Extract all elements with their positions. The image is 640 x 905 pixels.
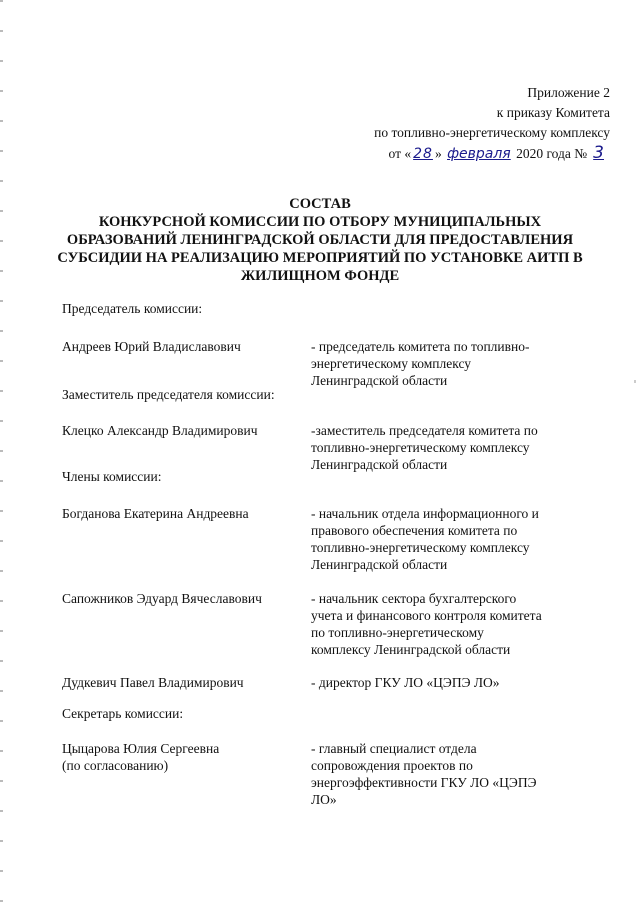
member-role <box>311 674 591 691</box>
section-secretary: Секретарь комиссии: <box>62 706 184 721</box>
member-role <box>311 740 591 808</box>
member-role-line: энергоэффективности ГКУ ЛО «ЦЭПЭ <box>311 775 537 790</box>
appendix-order-ref: к приказу Комитета <box>496 105 610 120</box>
member-name <box>62 422 302 439</box>
appendix-date-line <box>374 143 610 164</box>
appendix-committee: по топливно-энергетическому комплексу <box>374 125 610 140</box>
order-number-handwritten: 3 <box>593 143 604 163</box>
section-deputy: Заместитель председателя комиссии: <box>62 387 275 402</box>
member-name-line: Цыцарова Юлия Сергеевна <box>62 741 220 756</box>
member-name <box>62 674 302 691</box>
member-role-line: Ленинградской области <box>311 557 448 572</box>
title-line: СУБСИДИИ НА РЕАЛИЗАЦИЮ МЕРОПРИЯТИЙ ПО УСТАНОВКЕ АИТП В <box>57 250 583 266</box>
document-title <box>40 195 600 285</box>
member-role-line: топливно-энергетическому комплексу <box>311 440 530 455</box>
member-role <box>311 422 591 473</box>
member-name <box>62 505 302 522</box>
member-name-line: Клецко Александр Владимирович <box>62 423 258 438</box>
appendix-number: Приложение 2 <box>527 85 610 100</box>
scan-speck <box>634 380 636 383</box>
date-month-handwritten: февраля <box>447 146 511 162</box>
member-role-line: - начальник сектора бухгалтерского <box>311 591 517 606</box>
scan-edge-marks <box>0 0 3 905</box>
member-role-line: - председатель комитета по топливно- <box>311 339 530 354</box>
date-year: 2020 года № <box>512 146 588 161</box>
member-name-line: Андреев Юрий Владиславович <box>62 339 241 354</box>
member-role-line: сопровождения проектов по <box>311 758 473 773</box>
date-prefix: от « <box>388 146 412 161</box>
member-name <box>62 740 302 774</box>
member-role-line: -заместитель председателя комитета по <box>311 423 538 438</box>
section-members: Члены комиссии: <box>62 469 162 484</box>
member-name <box>62 590 302 607</box>
member-role-line: энергетическому комплексу <box>311 356 472 371</box>
date-day-handwritten: 28 <box>413 146 433 162</box>
member-role-line: Ленинградской области <box>311 373 448 388</box>
member-role-line: топливно-энергетическому комплексу <box>311 540 530 555</box>
member-role-line: - начальник отдела информационного и <box>311 506 539 521</box>
member-role-line: правового обеспечения комитета по <box>311 523 518 538</box>
member-role-line: - главный специалист отдела <box>311 741 477 756</box>
member-name-line: Сапожников Эдуард Вячеславович <box>62 591 262 606</box>
member-role-line: - директор ГКУ ЛО «ЦЭПЭ ЛО» <box>311 675 500 690</box>
title-heading: СОСТАВ <box>289 196 351 212</box>
title-line: ОБРАЗОВАНИЙ ЛЕНИНГРАДСКОЙ ОБЛАСТИ ДЛЯ ПРЕДОСТАВЛЕНИЯ <box>66 232 574 248</box>
member-name-line: Дудкевич Павел Владимирович <box>62 675 244 690</box>
date-separator: » <box>434 146 446 161</box>
member-role <box>311 505 591 573</box>
member-role-line: по топливно-энергетическому <box>311 625 484 640</box>
member-role-line: Ленинградской области <box>311 457 448 472</box>
member-role-line: учета и финансового контроля комитета <box>311 608 542 623</box>
title-line: КОНКУРСНОЙ КОМИССИИ ПО ОТБОРУ МУНИЦИПАЛЬНЫХ <box>98 214 542 230</box>
member-role-line: комплексу Ленинградской области <box>311 642 511 657</box>
member-role <box>311 338 591 389</box>
section-chair: Председатель комиссии: <box>62 301 203 316</box>
appendix-header <box>374 83 610 164</box>
member-role <box>311 590 591 658</box>
member-name <box>62 338 302 355</box>
member-name-line: Богданова Екатерина Андреевна <box>62 506 249 521</box>
member-role-line: ЛО» <box>311 792 337 807</box>
title-line: ЖИЛИЩНОМ ФОНДЕ <box>240 268 400 284</box>
member-name-note: (по согласованию) <box>62 758 169 773</box>
